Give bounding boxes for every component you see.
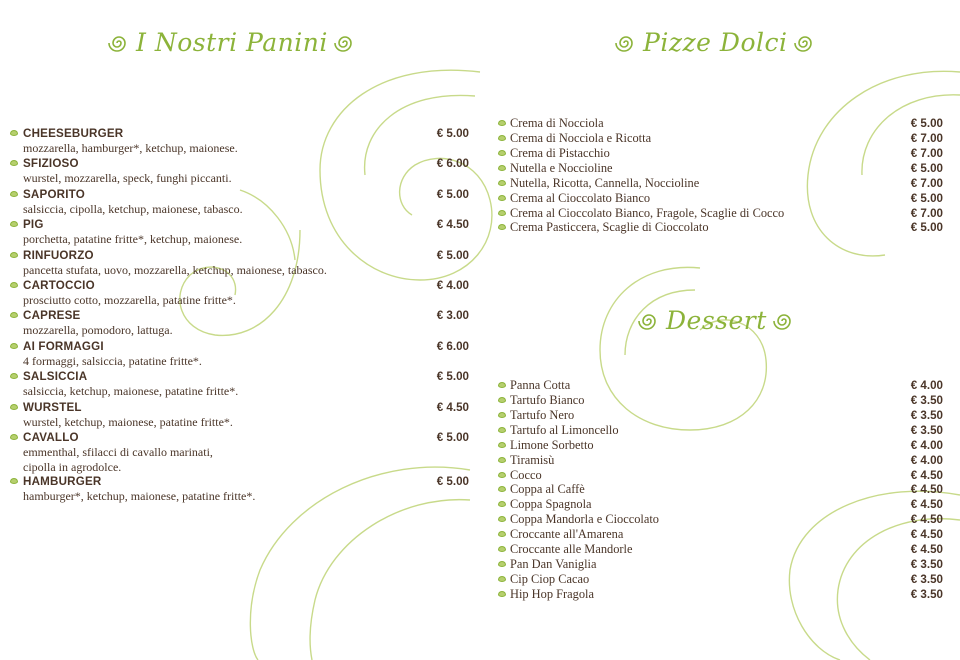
- item-desc: hamburger*, ketchup, maionese, patatine fritte*.: [23, 488, 256, 503]
- panini-list: [10, 127, 469, 505]
- item-price: € 5.00: [910, 221, 943, 235]
- item-name: CARTOCCIO: [23, 278, 95, 292]
- dessert-item: [498, 408, 943, 423]
- item-name: Nutella e Noccioline: [510, 160, 613, 175]
- item-name: Crema al Cioccolato Bianco: [510, 190, 651, 205]
- pizza-dolce-item: [498, 206, 943, 221]
- item-price: € 7.00: [910, 131, 943, 145]
- bullet-icon: [498, 546, 506, 552]
- panini-item-hamburger: [10, 474, 469, 505]
- panini-item-saporito: [10, 187, 469, 218]
- item-price: € 4.00: [436, 278, 469, 292]
- bullet-icon: [498, 501, 506, 507]
- item-name: Limone Sorbetto: [510, 437, 594, 452]
- pizza-dolce-item: [498, 146, 943, 161]
- pizza-dolce-item: [498, 220, 943, 235]
- dessert-list: [498, 378, 943, 602]
- bullet-icon: [498, 224, 506, 230]
- swirl-ornament-icon: [615, 32, 637, 54]
- item-desc: salsiccia, cipolla, ketchup, maionese, tabasco.: [23, 201, 243, 216]
- item-desc: 4 formaggi, salsiccia, patatine fritte*.: [23, 353, 202, 368]
- panini-item-rinfuorzo: [10, 248, 469, 279]
- panini-item-wurstel: [10, 400, 469, 431]
- bullet-icon: [498, 195, 506, 201]
- item-price: € 4.50: [910, 498, 943, 512]
- item-desc-line2: cipolla in agrodolce.: [23, 459, 122, 474]
- pizza-dolce-item: [498, 176, 943, 191]
- item-name: Hip Hop Fragola: [510, 586, 594, 601]
- item-name: Crema di Pistacchio: [510, 145, 610, 160]
- bullet-icon: [498, 442, 506, 448]
- item-price: € 7.00: [910, 206, 943, 220]
- item-price: € 3.50: [910, 393, 943, 407]
- bullet-icon: [498, 382, 506, 388]
- dessert-item: [498, 527, 943, 542]
- bullet-icon: [498, 412, 506, 418]
- item-name: HAMBURGER: [23, 474, 102, 488]
- item-name: Tartufo al Limoncello: [510, 422, 619, 437]
- dessert-item: [498, 453, 943, 468]
- item-price: € 4.50: [910, 513, 943, 527]
- item-name: SALSICCIA: [23, 370, 88, 384]
- item-price: € 5.00: [436, 430, 469, 444]
- bullet-icon: [10, 221, 18, 227]
- bullet-icon: [10, 130, 18, 136]
- item-name: Crema al Cioccolato Bianco, Fragole, Scaglie di Cocco: [510, 205, 785, 220]
- item-name: SFIZIOSO: [23, 157, 79, 171]
- item-desc: porchetta, patatine fritte*, ketchup, maionese.: [23, 232, 243, 247]
- dessert-item: [498, 572, 943, 587]
- item-price: € 7.00: [910, 176, 943, 190]
- item-price: € 6.00: [436, 339, 469, 353]
- item-desc: wurstel, mozzarella, speck, funghi piccanti.: [23, 171, 232, 186]
- item-price: € 3.00: [436, 309, 469, 323]
- item-desc: prosciutto cotto, mozzarella, patatine fritte*.: [23, 292, 236, 307]
- bullet-icon: [498, 120, 506, 126]
- panini-title-text: I Nostri Panini: [136, 28, 328, 57]
- item-name: Nutella, Ricotta, Cannella, Noccioline: [510, 175, 700, 190]
- dessert-item: [498, 497, 943, 512]
- bullet-icon: [10, 160, 18, 166]
- item-name: Coppa al Caffè: [510, 482, 585, 497]
- item-price: € 4.50: [910, 528, 943, 542]
- panini-item-pig: [10, 218, 469, 248]
- bullet-icon: [10, 373, 18, 379]
- dessert-item: [498, 482, 943, 497]
- panini-title: [108, 28, 356, 57]
- item-price: € 5.00: [436, 187, 469, 201]
- item-price: € 6.00: [436, 157, 469, 171]
- bullet-icon: [498, 561, 506, 567]
- item-desc: pancetta stufata, uovo, mozzarella, ketchup, maionese, tabasco.: [23, 262, 327, 277]
- dessert-item: [498, 542, 943, 557]
- item-name: Tiramisù: [510, 452, 555, 467]
- dessert-title: [638, 306, 795, 335]
- bullet-icon: [498, 516, 506, 522]
- dessert-item: [498, 512, 943, 527]
- item-desc-line1: emmenthal, sfilacci di cavallo marinati,: [23, 444, 213, 459]
- item-price: € 5.00: [436, 370, 469, 384]
- item-name: Cip Ciop Cacao: [510, 571, 590, 586]
- bullet-icon: [10, 404, 18, 410]
- bullet-icon: [10, 434, 18, 440]
- dessert-item: [498, 423, 943, 438]
- swirl-ornament-icon: [773, 310, 795, 332]
- item-price: € 3.50: [910, 587, 943, 601]
- bullet-icon: [498, 397, 506, 403]
- item-name: Pan Dan Vaniglia: [510, 557, 597, 572]
- pizza-dolce-item: [498, 131, 943, 146]
- item-price: € 4.50: [436, 400, 469, 414]
- panini-item-cartoccio: [10, 278, 469, 309]
- item-price: € 5.00: [910, 161, 943, 175]
- swirl-ornament-icon: [638, 310, 660, 332]
- pizza-dolce-item: [498, 191, 943, 206]
- bullet-icon: [498, 150, 506, 156]
- item-desc: [23, 445, 383, 475]
- item-desc: wurstel, ketchup, maionese, patatine fritte*.: [23, 414, 233, 429]
- dessert-title-text: Dessert: [666, 306, 767, 335]
- item-name: WURSTEL: [23, 400, 82, 414]
- panini-item-ai-formaggi: [10, 339, 469, 370]
- bullet-icon: [498, 210, 506, 216]
- panini-item-sfizioso: [10, 157, 469, 187]
- panini-item-salsiccia: [10, 370, 469, 400]
- dessert-item: [498, 378, 943, 393]
- item-price: € 4.50: [910, 468, 943, 482]
- item-price: € 3.50: [910, 572, 943, 586]
- item-price: € 5.00: [436, 474, 469, 488]
- item-price: € 7.00: [910, 146, 943, 160]
- item-price: € 5.00: [910, 191, 943, 205]
- pizza-dolce-item: [498, 116, 943, 131]
- item-name: AI FORMAGGI: [23, 339, 104, 353]
- item-name: CAPRESE: [23, 309, 81, 323]
- item-desc: salsiccia, ketchup, maionese, patatine fritte*.: [23, 384, 239, 399]
- item-name: Tartufo Nero: [510, 407, 575, 422]
- bullet-icon: [10, 478, 18, 484]
- item-price: € 4.00: [910, 453, 943, 467]
- item-price: € 4.00: [910, 379, 943, 392]
- item-price: € 3.50: [910, 423, 943, 437]
- item-name: Croccante all'Amarena: [510, 527, 624, 542]
- bullet-icon: [498, 486, 506, 492]
- item-price: € 5.00: [436, 127, 469, 140]
- item-price: € 4.00: [910, 438, 943, 452]
- dessert-item: [498, 587, 943, 602]
- item-desc: mozzarella, pomodoro, lattuga.: [23, 323, 173, 338]
- bullet-icon: [498, 427, 506, 433]
- bullet-icon: [498, 576, 506, 582]
- item-price: € 3.50: [910, 558, 943, 572]
- pizze-dolci-title: [615, 28, 816, 57]
- item-name: Panna Cotta: [510, 378, 571, 392]
- pizza-dolce-item: [498, 161, 943, 176]
- item-name: Croccante alle Mandorle: [510, 542, 633, 557]
- dessert-item: [498, 468, 943, 483]
- item-price: € 4.50: [910, 543, 943, 557]
- dessert-item: [498, 393, 943, 408]
- item-price: € 4.50: [436, 218, 469, 232]
- swirl-ornament-icon: [334, 32, 356, 54]
- bullet-icon: [498, 457, 506, 463]
- item-name: CHEESEBURGER: [23, 127, 124, 140]
- bullet-icon: [498, 180, 506, 186]
- item-price: € 3.50: [910, 408, 943, 422]
- item-name: Crema di Nocciola: [510, 116, 604, 130]
- item-name: CAVALLO: [23, 430, 79, 444]
- item-name: Tartufo Bianco: [510, 392, 585, 407]
- item-name: Crema di Nocciola e Ricotta: [510, 130, 652, 145]
- pizze-dolci-title-text: Pizze Dolci: [643, 28, 788, 57]
- bullet-icon: [10, 343, 18, 349]
- dessert-item: [498, 557, 943, 572]
- swirl-ornament-icon: [794, 32, 816, 54]
- bullet-icon: [10, 191, 18, 197]
- bullet-icon: [498, 591, 506, 597]
- dessert-item: [498, 438, 943, 453]
- bullet-icon: [10, 252, 18, 258]
- item-name: PIG: [23, 218, 44, 232]
- bullet-icon: [498, 472, 506, 478]
- pizze-dolci-list: [498, 116, 943, 235]
- bullet-icon: [498, 531, 506, 537]
- item-name: Cocco: [510, 467, 542, 482]
- panini-item-caprese: [10, 309, 469, 339]
- panini-item-cavallo: [10, 430, 469, 475]
- item-price: € 5.00: [436, 248, 469, 262]
- item-name: Crema Pasticcera, Scaglie di Cioccolato: [510, 220, 709, 235]
- item-name: RINFUORZO: [23, 248, 94, 262]
- panini-item-cheeseburger: [10, 127, 469, 157]
- item-name: Coppa Mandorla e Cioccolato: [510, 512, 659, 527]
- item-price: € 4.50: [910, 483, 943, 497]
- bullet-icon: [10, 312, 18, 318]
- bullet-icon: [498, 165, 506, 171]
- item-name: SAPORITO: [23, 187, 85, 201]
- bullet-icon: [498, 135, 506, 141]
- bullet-icon: [10, 282, 18, 288]
- item-price: € 5.00: [910, 117, 943, 130]
- item-desc: mozzarella, hamburger*, ketchup, maionese.: [23, 141, 238, 155]
- swirl-ornament-icon: [108, 32, 130, 54]
- item-name: Coppa Spagnola: [510, 497, 592, 512]
